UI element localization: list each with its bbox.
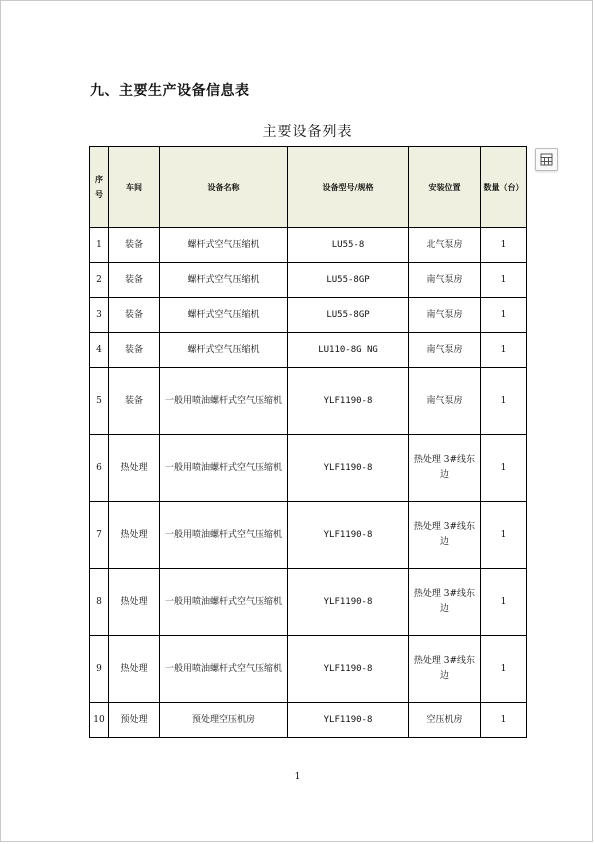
cell-workshop: 热处理 — [109, 502, 160, 569]
cell-name: 一般用喷油螺杆式空气压缩机 — [160, 368, 288, 435]
cell-workshop: 热处理 — [109, 569, 160, 636]
equipment-table — [89, 146, 527, 738]
cell-seq: 7 — [90, 502, 109, 569]
table-select-icon[interactable] — [535, 148, 558, 171]
cell-location: 南气泵房 — [409, 298, 481, 333]
table-row — [90, 298, 527, 333]
cell-workshop: 装备 — [109, 228, 160, 263]
header-name: 设备名称 — [160, 147, 288, 228]
cell-seq: 4 — [90, 333, 109, 368]
cell-qty: 1 — [481, 333, 527, 368]
table-row — [90, 263, 527, 298]
cell-qty: 1 — [481, 435, 527, 502]
cell-model: YLF1190-8 — [288, 636, 409, 703]
header-qty: 数量（台） — [481, 147, 527, 228]
cell-location: 北气泵房 — [409, 228, 481, 263]
header-model: 设备型号/规格 — [288, 147, 409, 228]
cell-name: 一般用喷油螺杆式空气压缩机 — [160, 636, 288, 703]
cell-seq: 9 — [90, 636, 109, 703]
cell-location: 热处理 3#线东边 — [409, 569, 481, 636]
cell-model: LU55-8GP — [288, 263, 409, 298]
table-row — [90, 502, 527, 569]
cell-model: LU55-8GP — [288, 298, 409, 333]
cell-qty: 1 — [481, 502, 527, 569]
cell-model: YLF1190-8 — [288, 703, 409, 738]
table-header-row — [90, 147, 527, 228]
cell-model: YLF1190-8 — [288, 502, 409, 569]
cell-location: 热处理 3#线东边 — [409, 435, 481, 502]
page-number: 1 — [294, 772, 301, 782]
header-workshop: 车间 — [109, 147, 160, 228]
cell-model: LU55-8 — [288, 228, 409, 263]
cell-seq: 10 — [90, 703, 109, 738]
cell-qty: 1 — [481, 298, 527, 333]
cell-seq: 3 — [90, 298, 109, 333]
cell-workshop: 热处理 — [109, 636, 160, 703]
table-row — [90, 333, 527, 368]
cell-name: 螺杆式空气压缩机 — [160, 298, 288, 333]
cell-model: YLF1190-8 — [288, 569, 409, 636]
table-row — [90, 228, 527, 263]
section-heading: 九、主要生产设备信息表 — [90, 83, 250, 99]
cell-qty: 1 — [481, 228, 527, 263]
table-row — [90, 368, 527, 435]
table-row — [90, 703, 527, 738]
cell-workshop: 装备 — [109, 333, 160, 368]
table-caption: 主要设备列表 — [262, 124, 353, 140]
cell-location: 空压机房 — [409, 703, 481, 738]
cell-name: 螺杆式空气压缩机 — [160, 228, 288, 263]
cell-location: 南气泵房 — [409, 263, 481, 298]
cell-qty: 1 — [481, 636, 527, 703]
cell-name: 一般用喷油螺杆式空气压缩机 — [160, 502, 288, 569]
cell-workshop: 预处理 — [109, 703, 160, 738]
cell-seq: 5 — [90, 368, 109, 435]
cell-model: LU110-8G NG — [288, 333, 409, 368]
cell-qty: 1 — [481, 263, 527, 298]
cell-workshop: 装备 — [109, 263, 160, 298]
cell-location: 南气泵房 — [409, 368, 481, 435]
cell-name: 螺杆式空气压缩机 — [160, 263, 288, 298]
table-row — [90, 569, 527, 636]
table-row — [90, 636, 527, 703]
cell-workshop: 装备 — [109, 368, 160, 435]
header-location: 安装位置 — [409, 147, 481, 228]
cell-name: 螺杆式空气压缩机 — [160, 333, 288, 368]
cell-name: 一般用喷油螺杆式空气压缩机 — [160, 569, 288, 636]
table-row — [90, 435, 527, 502]
header-seq — [90, 147, 109, 228]
cell-location: 热处理 3#线东边 — [409, 636, 481, 703]
header-seq-line1: 序 — [95, 175, 103, 184]
cell-location: 热处理 3#线东边 — [409, 502, 481, 569]
cell-seq: 8 — [90, 569, 109, 636]
cell-seq: 2 — [90, 263, 109, 298]
cell-name: 预处理空压机房 — [160, 703, 288, 738]
cell-qty: 1 — [481, 703, 527, 738]
cell-seq: 1 — [90, 228, 109, 263]
cell-model: YLF1190-8 — [288, 435, 409, 502]
cell-workshop: 装备 — [109, 298, 160, 333]
cell-location: 南气泵房 — [409, 333, 481, 368]
cell-qty: 1 — [481, 368, 527, 435]
cell-qty: 1 — [481, 569, 527, 636]
header-seq-line2: 号 — [95, 190, 103, 199]
cell-name: 一般用喷油螺杆式空气压缩机 — [160, 435, 288, 502]
cell-model: YLF1190-8 — [288, 368, 409, 435]
cell-workshop: 热处理 — [109, 435, 160, 502]
cell-seq: 6 — [90, 435, 109, 502]
